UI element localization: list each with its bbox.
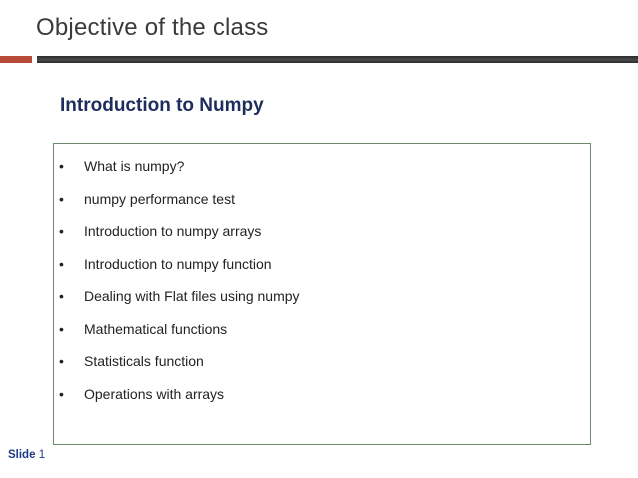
content-box [53,143,591,445]
bullet-item [59,183,300,216]
bullet-item [59,345,300,378]
bullet-item [59,378,300,411]
bullet-item [59,150,300,183]
bullet-text: numpy performance test [84,190,235,207]
bullet-icon: • [59,190,64,207]
slide-number [8,449,45,461]
bullet-icon: • [59,353,64,370]
bullet-item [59,280,300,313]
bullet-text: What is numpy? [84,158,185,175]
title-rule [37,56,638,63]
bullet-item [59,215,300,248]
bullet-icon: • [59,158,64,175]
bullet-text: Statisticals function [84,353,204,370]
bullet-text: Mathematical functions [84,320,228,337]
title-rule-accent [0,56,32,63]
bullet-item [59,313,300,346]
slide-title: Objective of the class [36,14,269,41]
bullet-text: Operations with arrays [84,385,225,402]
section-subtitle: Introduction to Numpy [60,95,264,116]
bullet-icon: • [59,320,64,337]
slide-number-value: 1 [38,449,46,461]
bullet-icon: • [59,223,64,240]
bullet-text: Dealing with Flat files using numpy [84,288,300,305]
bullet-text: Introduction to numpy arrays [84,223,262,240]
bullet-list [59,150,300,410]
bullet-icon: • [59,288,64,305]
bullet-text: Introduction to numpy function [84,255,272,272]
bullet-icon: • [59,255,64,272]
slide-number-label: Slide [8,449,36,461]
bullet-item [59,248,300,281]
bullet-icon: • [59,385,64,402]
